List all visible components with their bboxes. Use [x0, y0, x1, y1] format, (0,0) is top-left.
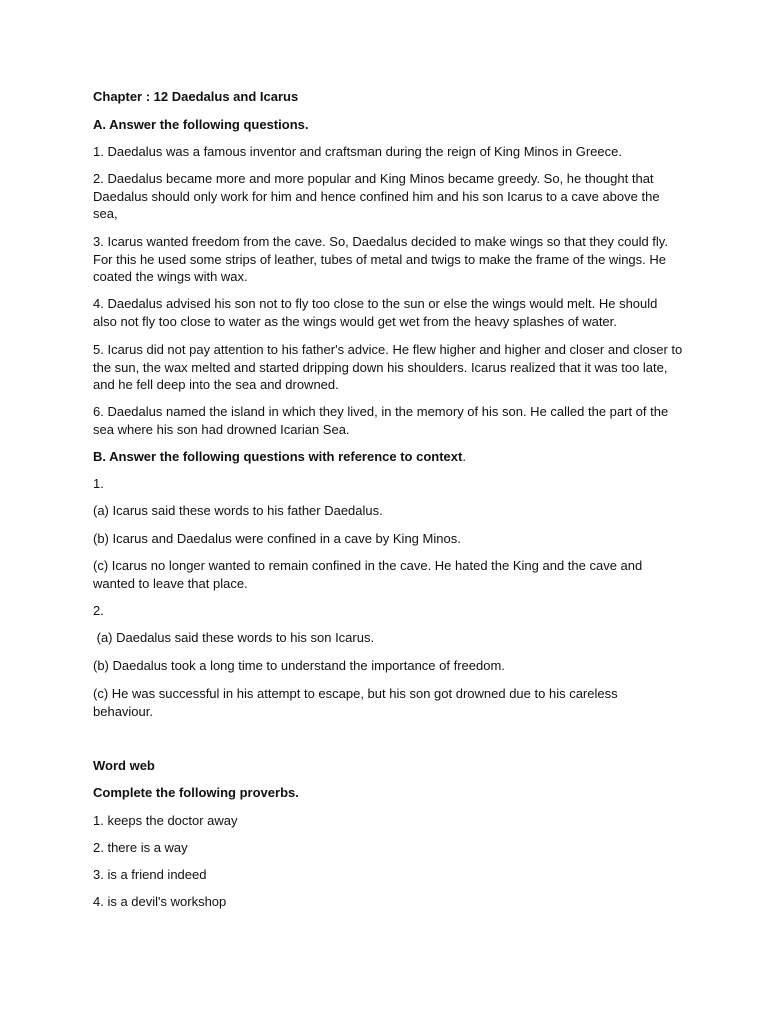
- answer-a5: 5. Icarus did not pay attention to his father's advice. He flew higher and higher and closer and closer to the sun, the wax melted and started dripping down his shoulders. Icarus realized that it was too late, and he fell deep into the sea and drowned.: [93, 342, 683, 393]
- b-q2-a: (a) Daedalus said these words to his son Icarus.: [93, 630, 375, 645]
- b-q2-b: (b) Daedalus took a long time to understand the importance of freedom.: [93, 658, 505, 673]
- section-b-heading: [93, 448, 683, 466]
- b-q1-b: (b) Icarus and Daedalus were confined in a cave by King Minos.: [93, 531, 461, 546]
- proverb-item-3: 3. is a friend indeed: [93, 867, 207, 882]
- answer-a6: 6. Daedalus named the island in which they lived, in the memory of his son. He called the part of the sea where his son had drowned Icarian Sea.: [93, 404, 669, 437]
- answer-a1: 1. Daedalus was a famous inventor and craftsman during the reign of King Minos in Greece.: [93, 144, 622, 159]
- proverb-item-4: 4. is a devil's workshop: [93, 894, 227, 909]
- b-q2-c: (c) He was successful in his attempt to escape, but his son got drowned due to his careless behaviour.: [93, 686, 618, 719]
- word-web-heading: Word web: [93, 758, 155, 773]
- chapter-title: Chapter : 12 Daedalus and Icarus: [93, 89, 299, 104]
- b-q1-a: (a) Icarus said these words to his father Daedalus.: [93, 503, 383, 518]
- b-q2-number: 2.: [93, 603, 104, 618]
- section-b-heading-period: .: [462, 449, 466, 464]
- answer-a2: 2. Daedalus became more and more popular and King Minos became greedy. So, he thought that Daedalus should only work for him and hence confined him and his son Icarus to a cave above the sea,: [93, 171, 660, 222]
- b-q1-c: (c) Icarus no longer wanted to remain confined in the cave. He hated the King and the cave and wanted to leave that place.: [93, 558, 643, 591]
- section-b-heading-text: B. Answer the following questions with reference to context: [93, 449, 463, 464]
- section-a-heading: A. Answer the following questions.: [93, 117, 309, 132]
- word-web-instruction: Complete the following proverbs.: [93, 785, 299, 800]
- answer-a4: 4. Daedalus advised his son not to fly too close to the sun or else the wings would melt. He should also not fly too close to water as the wings would get wet from the heavy splashes of water.: [93, 296, 658, 329]
- b-q1-number: 1.: [93, 476, 104, 491]
- proverb-item-2: 2. there is a way: [93, 840, 188, 855]
- proverb-item-1: 1. keeps the doctor away: [93, 813, 238, 828]
- answer-a3: 3. Icarus wanted freedom from the cave. So, Daedalus decided to make wings so that they could fly. For this he used some strips of leather, tubes of metal and twigs to make the frame of the wings. He coated the wings with wax.: [93, 234, 668, 285]
